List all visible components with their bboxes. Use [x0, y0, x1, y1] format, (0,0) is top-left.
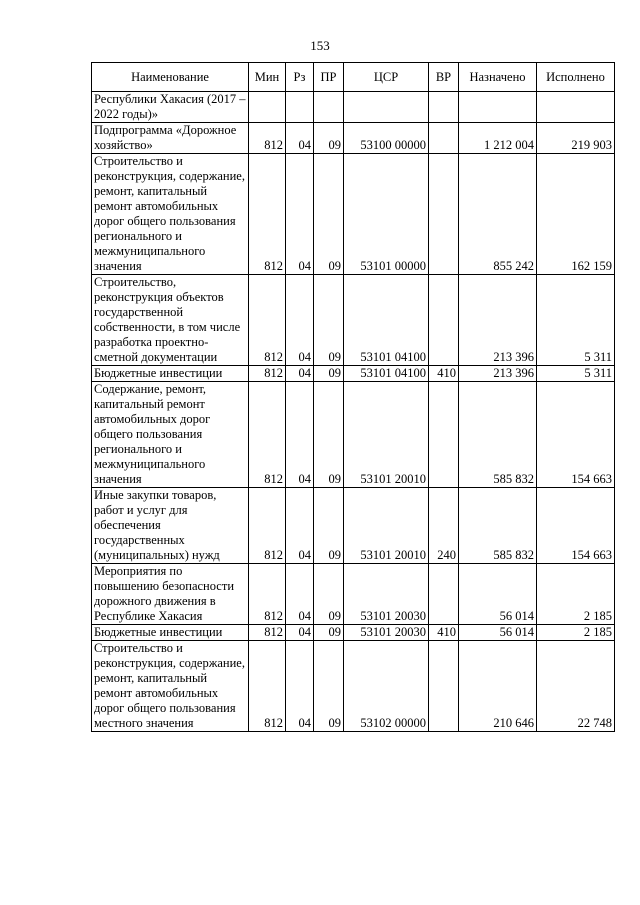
header-csr: ЦСР: [344, 63, 429, 92]
cell-executed: [537, 92, 615, 123]
cell-assigned: 213 396: [459, 366, 537, 382]
cell-vr: [429, 123, 459, 154]
cell-min: 812: [249, 564, 286, 625]
cell-rz: 04: [286, 564, 314, 625]
cell-rz: 04: [286, 625, 314, 641]
cell-pr: [314, 92, 344, 123]
cell-csr: [344, 92, 429, 123]
cell-vr: [429, 275, 459, 366]
cell-min: 812: [249, 154, 286, 275]
table-row: [92, 625, 615, 641]
cell-csr: 53101 20010: [344, 382, 429, 488]
cell-assigned: 213 396: [459, 275, 537, 366]
cell-csr: 53101 00000: [344, 154, 429, 275]
table-row: [92, 275, 615, 366]
cell-rz: 04: [286, 488, 314, 564]
cell-name: Строительство и реконструкция, содержание, ремонт, капитальный ремонт автомобильных дорог общего пользования регионального и межмуниципального значения: [92, 154, 249, 275]
cell-vr: [429, 154, 459, 275]
table-row: [92, 641, 615, 732]
cell-name: Строительство и реконструкция, содержание, ремонт, капитальный ремонт автомобильных дорог общего пользования местного значения: [92, 641, 249, 732]
table-row: [92, 92, 615, 123]
cell-name: Республики Хакасия (2017 – 2022 годы)»: [92, 92, 249, 123]
table-row: [92, 564, 615, 625]
cell-pr: 09: [314, 123, 344, 154]
cell-pr: 09: [314, 488, 344, 564]
cell-assigned: 855 242: [459, 154, 537, 275]
page-number: 153: [310, 38, 330, 53]
table-row: [92, 366, 615, 382]
table-header-row: [92, 63, 615, 92]
cell-vr: 410: [429, 366, 459, 382]
cell-pr: 09: [314, 275, 344, 366]
cell-executed: 154 663: [537, 382, 615, 488]
cell-executed: 162 159: [537, 154, 615, 275]
header-executed: Исполнено: [537, 63, 615, 92]
cell-name: Строительство, реконструкция объектов государственной собственности, в том числе разработка проектно-сметной документации: [92, 275, 249, 366]
cell-pr: 09: [314, 641, 344, 732]
cell-executed: 219 903: [537, 123, 615, 154]
header-pr: ПР: [314, 63, 344, 92]
cell-csr: 53101 20010: [344, 488, 429, 564]
cell-name: Мероприятия по повышению безопасности дорожного движения в Республике Хакасия: [92, 564, 249, 625]
cell-executed: 154 663: [537, 488, 615, 564]
cell-min: 812: [249, 123, 286, 154]
cell-assigned: 210 646: [459, 641, 537, 732]
header-vr: ВР: [429, 63, 459, 92]
cell-csr: 53101 04100: [344, 366, 429, 382]
cell-executed: 22 748: [537, 641, 615, 732]
cell-pr: 09: [314, 382, 344, 488]
cell-vr: 410: [429, 625, 459, 641]
cell-min: 812: [249, 488, 286, 564]
cell-vr: 240: [429, 488, 459, 564]
cell-csr: 53101 20030: [344, 625, 429, 641]
cell-min: 812: [249, 366, 286, 382]
cell-name: Иные закупки товаров, работ и услуг для обеспечения государственных (муниципальных) нужд: [92, 488, 249, 564]
cell-vr: [429, 382, 459, 488]
cell-rz: 04: [286, 154, 314, 275]
cell-rz: 04: [286, 366, 314, 382]
cell-assigned: 1 212 004: [459, 123, 537, 154]
cell-csr: 53102 00000: [344, 641, 429, 732]
cell-name: Подпрограмма «Дорожное хозяйство»: [92, 123, 249, 154]
cell-rz: 04: [286, 382, 314, 488]
header-min: Мин: [249, 63, 286, 92]
cell-rz: 04: [286, 275, 314, 366]
budget-table: [91, 62, 615, 732]
table-row: [92, 488, 615, 564]
cell-pr: 09: [314, 366, 344, 382]
cell-pr: 09: [314, 564, 344, 625]
header-name: Наименование: [92, 63, 249, 92]
cell-min: 812: [249, 625, 286, 641]
cell-min: 812: [249, 382, 286, 488]
cell-name: Бюджетные инвестиции: [92, 366, 249, 382]
cell-executed: 5 311: [537, 366, 615, 382]
table-row: [92, 154, 615, 275]
cell-assigned: 585 832: [459, 382, 537, 488]
cell-vr: [429, 641, 459, 732]
cell-assigned: 56 014: [459, 564, 537, 625]
cell-rz: [286, 92, 314, 123]
cell-executed: 5 311: [537, 275, 615, 366]
cell-assigned: 56 014: [459, 625, 537, 641]
cell-vr: [429, 92, 459, 123]
cell-rz: 04: [286, 123, 314, 154]
table-row: [92, 123, 615, 154]
cell-name: Содержание, ремонт, капитальный ремонт автомобильных дорог общего пользования регионального и межмуниципального значения: [92, 382, 249, 488]
cell-name: Бюджетные инвестиции: [92, 625, 249, 641]
cell-vr: [429, 564, 459, 625]
cell-pr: 09: [314, 625, 344, 641]
cell-csr: 53101 04100: [344, 275, 429, 366]
header-rz: Рз: [286, 63, 314, 92]
table-row: [92, 382, 615, 488]
cell-min: 812: [249, 641, 286, 732]
cell-assigned: [459, 92, 537, 123]
cell-executed: 2 185: [537, 564, 615, 625]
cell-pr: 09: [314, 154, 344, 275]
cell-assigned: 585 832: [459, 488, 537, 564]
cell-csr: 53101 20030: [344, 564, 429, 625]
header-assigned: Назначено: [459, 63, 537, 92]
cell-rz: 04: [286, 641, 314, 732]
cell-min: [249, 92, 286, 123]
cell-executed: 2 185: [537, 625, 615, 641]
cell-min: 812: [249, 275, 286, 366]
cell-csr: 53100 00000: [344, 123, 429, 154]
